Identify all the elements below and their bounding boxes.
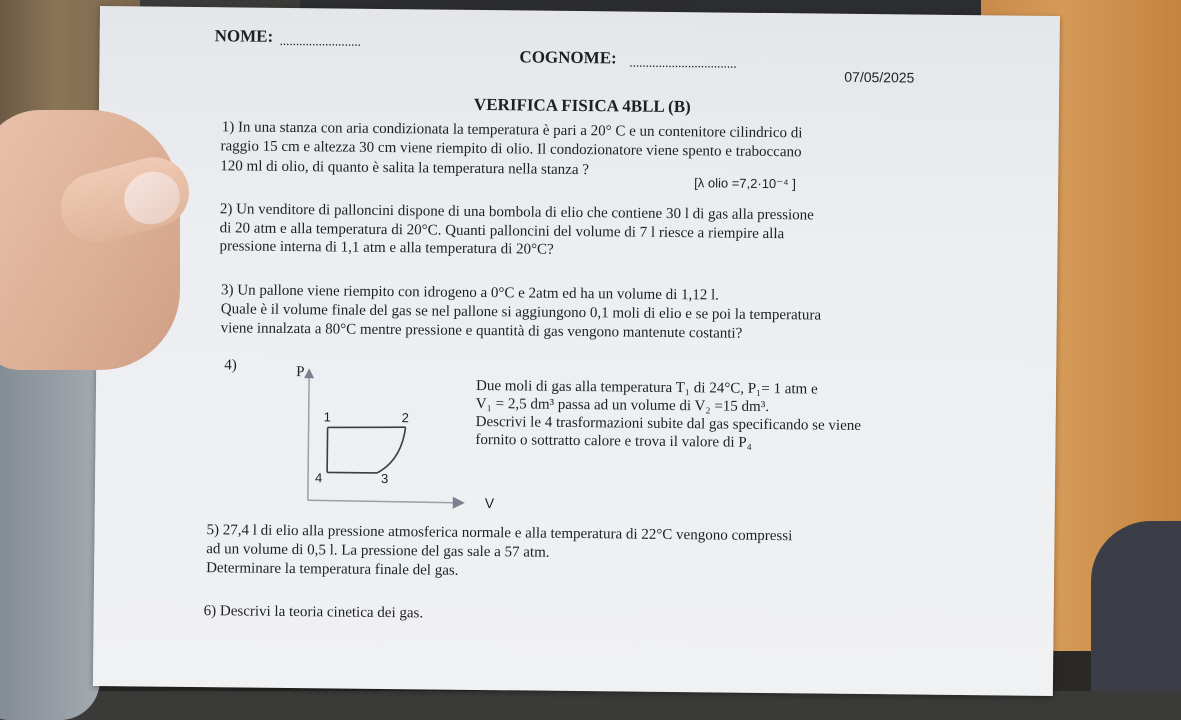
q3-line1: 3) Un pallone viene riempito con idrogeno a 0°C e 2atm ed ha un volume di 1,12 l. [221,283,719,303]
nome-label: NOME: [215,27,274,45]
q4-line4: fornito o sottratto calore e trova il valore di P₄ [475,433,752,451]
p-axis-arrow-icon [304,368,314,378]
path-1-2 [328,426,406,428]
v-axis-arrow-icon [453,497,465,509]
q3-line2: Quale è il volume finale del gas se nel pallone si aggiungono 0,1 moli di elio e se poi la temperatura [221,302,821,323]
q1-line3: 120 ml di olio, di quanto è salita la temperatura nella stanza ? [220,159,589,178]
v-axis [308,500,455,503]
p-axis-label: P [296,364,305,380]
point-1-label: 1 [324,409,331,424]
q6-line1: 6) Descrivi la teoria cinetica dei gas. [204,604,424,621]
q2-line1: 2) Un venditore di palloncini dispone di una bombola di elio che contiene 30 l di gas alla pressione [220,202,814,223]
q4-line1: Due moli di gas alla temperatura T₁ di 24°C, P₁= 1 atm e [476,379,818,398]
page-title: VERIFICA FISICA 4BLL (B) [474,96,691,115]
cognome-dots: ................................. [629,56,736,70]
q2-line2: di 20 atm e alla temperatura di 20°C. Quanti palloncini del volume di 7 l riesce a riempire alla [220,221,785,242]
point-3-label: 3 [381,471,388,486]
q5-line2: ad un volume di 0,5 l. La pressione del gas sale a 57 atm. [206,542,549,561]
q2-line3: pressione interna di 1,1 atm e alla temperatura di 20°C? [219,239,553,257]
q1-line1: 1) In una stanza con aria condizionata la temperatura è pari a 20° C e un contenitore cilindrico di [222,120,803,141]
q5-line3: Determinare la temperatura finale del gas. [206,561,459,579]
q1-line2: raggio 15 cm e altezza 30 cm viene riempito di olio. Il condozionatore viene spento e traboccano [220,139,801,160]
exam-sheet [93,6,1060,696]
point-4-label: 4 [315,470,322,485]
date: 07/05/2025 [844,70,914,85]
q3-line3: viene innalzata a 80°C mentre pressione e quantità di gas vengono mantenute costanti? [221,321,743,341]
path-3-4 [327,472,377,473]
q4-line2: V₁ = 2,5 dm³ passa ad un volume di V₂ =15 dm³. [476,397,769,415]
p-axis [308,374,309,500]
q5-line1: 5) 27,4 l di elio alla pressione atmosferica normale e alla temperatura di 22°C vengono compressi [206,523,792,544]
v-axis-label: V [485,495,495,511]
point-2-label: 2 [402,410,409,425]
q4-line3: Descrivi le 4 trasformazioni subite dal gas specificando se viene [476,415,861,434]
background-corner [1091,521,1181,691]
cognome-label: COGNOME: [519,48,616,66]
nome-dots: ......................... [280,34,361,48]
q1-hint: [λ olio =7,2·10⁻⁴ ] [694,176,796,190]
q4-number: 4) [224,358,237,373]
path-2-3 [377,427,405,473]
